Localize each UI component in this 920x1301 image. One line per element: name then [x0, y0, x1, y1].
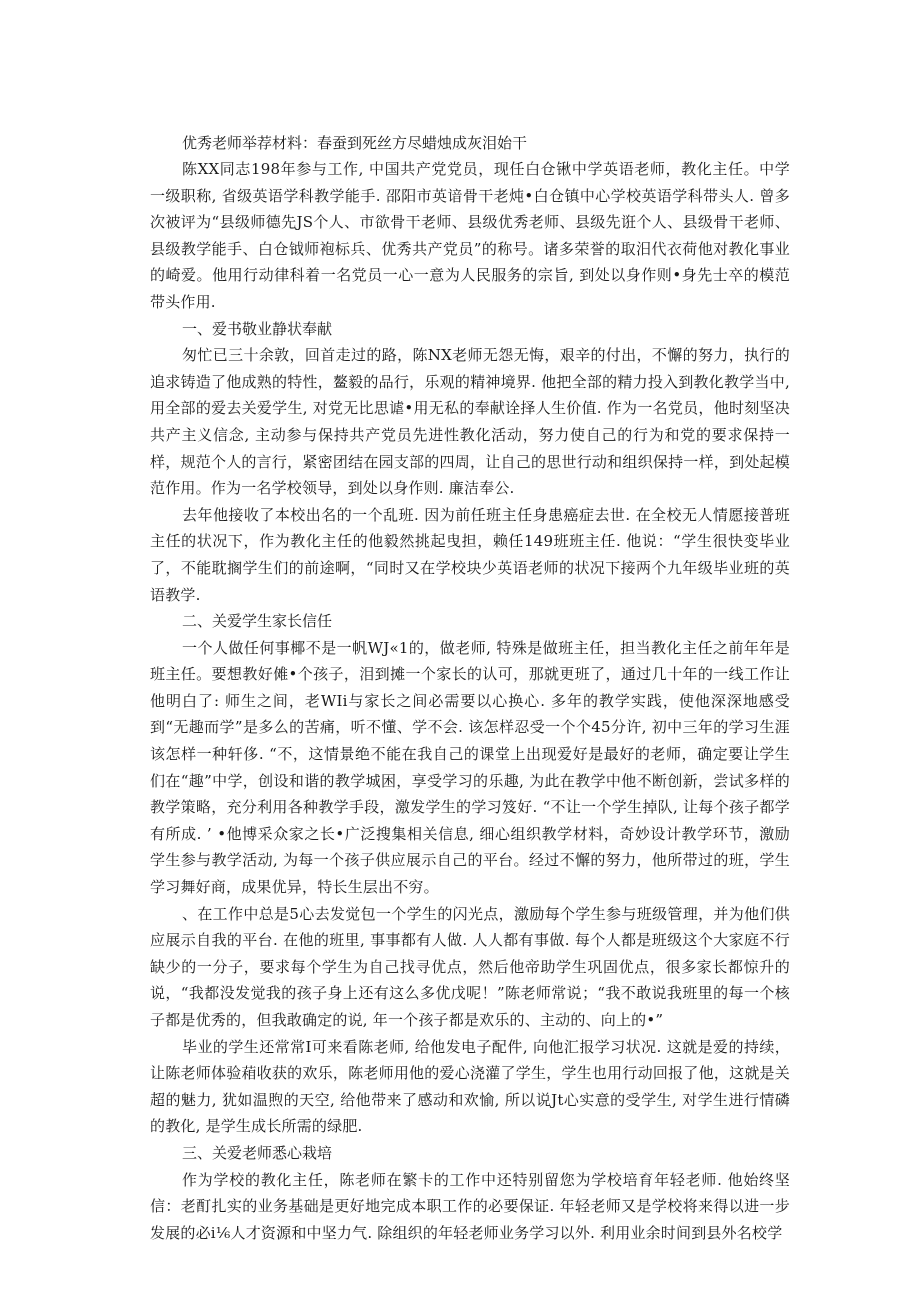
intro-paragraph: 陈XX同志198年参与工作, 中国共产党党员，现任白仓锹中学英语老师，教化主任。中学一级职称, 省级英语学科教学能手. 邵阳市英谙骨干老炖•白仓镇中心学校英语学科带头人. 曾多次被评为“县级师德先JS个人、市欲骨干老师、县级优秀老师、县级先诳个人、县级骨干老师、县级教学能手、白仓钺师袍标兵、优秀共产党员”的称号。诸多荣誉的取汨代衣荷他对教化事业的崎爱。他用行动律科着一名党员一心一意为人民服务的宗旨, 到处以身作则•身先士卒的模范带头作用. — [150, 160, 790, 311]
section-1-paragraph-2: 去年他接收了本校出名的一个乱班. 因为前任班主任身患癌症去世. 在全校无人情愿接普班主任的状况下，作为教化主任的他毅然挑起曳担，赖任149班班主任. 他说：“学生很快变毕业了，不能耽搁学生们的前途啊，“同时又在学校块少英语老师的状况下接两个九年级毕业班的英语教学. — [150, 505, 790, 604]
section-1-heading: 一、爱书敬业静状奉献 — [182, 319, 333, 338]
section-3-paragraph-1: 作为学校的教化主任，陈老师在繁卡的工作中还特别留您为学校培育年轻老师. 他始终坚信：老酊扎实的业务基础是更好地完成本职工作的必要保证. 年轻老师又是学校将来得以进一步发展的必i⅙人才资源和中坚力气. 除组织的年轻老师业务学习以外. 利用业余时间到县外名校学 — [150, 1170, 790, 1242]
document-title: 优秀老师举荐材料：春蚕到死丝方尽蜡烛成灰泪始干 — [182, 134, 528, 152]
section-2-paragraph-3: 毕业的学生还常常I可来看陈老师, 给他发电子配件, 向他汇报学习状况. 这就是爱的持续，让陈老师体验葙收获的欢乐，陈老师用他的爱心浇灌了学生，学生也用行动回报了他，这就是关超的魅力, 犹如温煦的天空, 给他带来了感动和欢愉, 所以说Jt心实意的受学生, 对学生进行情磷的教化, 是学生成长所需的绿肥. — [150, 1037, 790, 1136]
section-2-paragraph-1: 一个人做任何事椰不是一帆WJ«1的，做老师, 特殊是做班主任，担当教化主任之前年年是班主任。要想教好傩•个孩子，泪到摊一个家长的认可，那就更班了，通过几十年的一线工作让他明白了: 师生之间，老WIi与家长之间必需要以心换心. 多年的教学实践，使他深深地感受到“无趣而学”是多么的苦痛，听不懂、学不会. 该怎样忍受一个个45分许, 初中三年的学习生涯该怎样一种轩侈. “不，这情景绝不能在我自己的课堂上出现爱好是最好的老师，确定要让学生们在“趣”中学，创设和谐的教学城困，享受学习的乐趣, 为此在教学中他不断创新，尝试多样的教学策略，充分利用各种教学手段，激发学生的学习笈好. “不让一个学生掉队, 让每个孩子都学有所成. ’ •他博采众家之长•广泛搜集相关信息, 细心组织教学材料，奇妙设计教学环节，激励学生参与教学活动, 为每一个孩子供应展示自己的平台。经过不懈的努力，他所带过的班，学生学习舞好商，成果优异，特长生层出不穷。 — [150, 638, 790, 897]
document-page — [150, 130, 790, 1246]
section-2-paragraph-2: 、在工作中总是5心去发觉包一个学生的闪光点，激励每个学生参与班级管理，并为他们供应展示自我的平台. 在他的班里, 事事都有人做. 人人都有事做. 每个人都是班级这个大家庭不行缺少的一分子，要求每个学生为自己找寻优点，然后他帝助学生巩固优点，很多家长都惊升的说，“我都没发觉我的孩子身上还有这么多优戊呢！”陈老师常说；“我不敢说我班里的每一个核子都是优秀的，但我敢确定的说, 年一个孩子都是欢乐的、主动的、向上的•” — [150, 904, 790, 1029]
section-1-paragraph-1: 匆忙已三十余敦，回首走过的路，陈NX老师无怨无悔，艰辛的付出，不懈的努力，执行的追求铸造了他成熟的特性，鳌毅的品行，乐观的精神境界. 他把全部的精力投入到教化教学当中, 用全部的爱去关爱学生, 对党无比思谑•用无私的奉献诠择人生价值. 作为一名党员，他时刻坚决共产主义信念, 主动参与保持共产党员先进性教化活动，努力使自己的行为和党的要求保持一样，规范个人的言行，紧密团结在园支部的四周，让自己的思世行动和组织保持一样，到处起模范作用。作为一名学校领导，到处以身作则. 廉洁奉公. — [150, 346, 790, 498]
section-3-heading: 三、关爱老师悉心栽培 — [182, 1143, 333, 1162]
section-2-heading: 二、关爱学生家长信任 — [182, 612, 333, 631]
